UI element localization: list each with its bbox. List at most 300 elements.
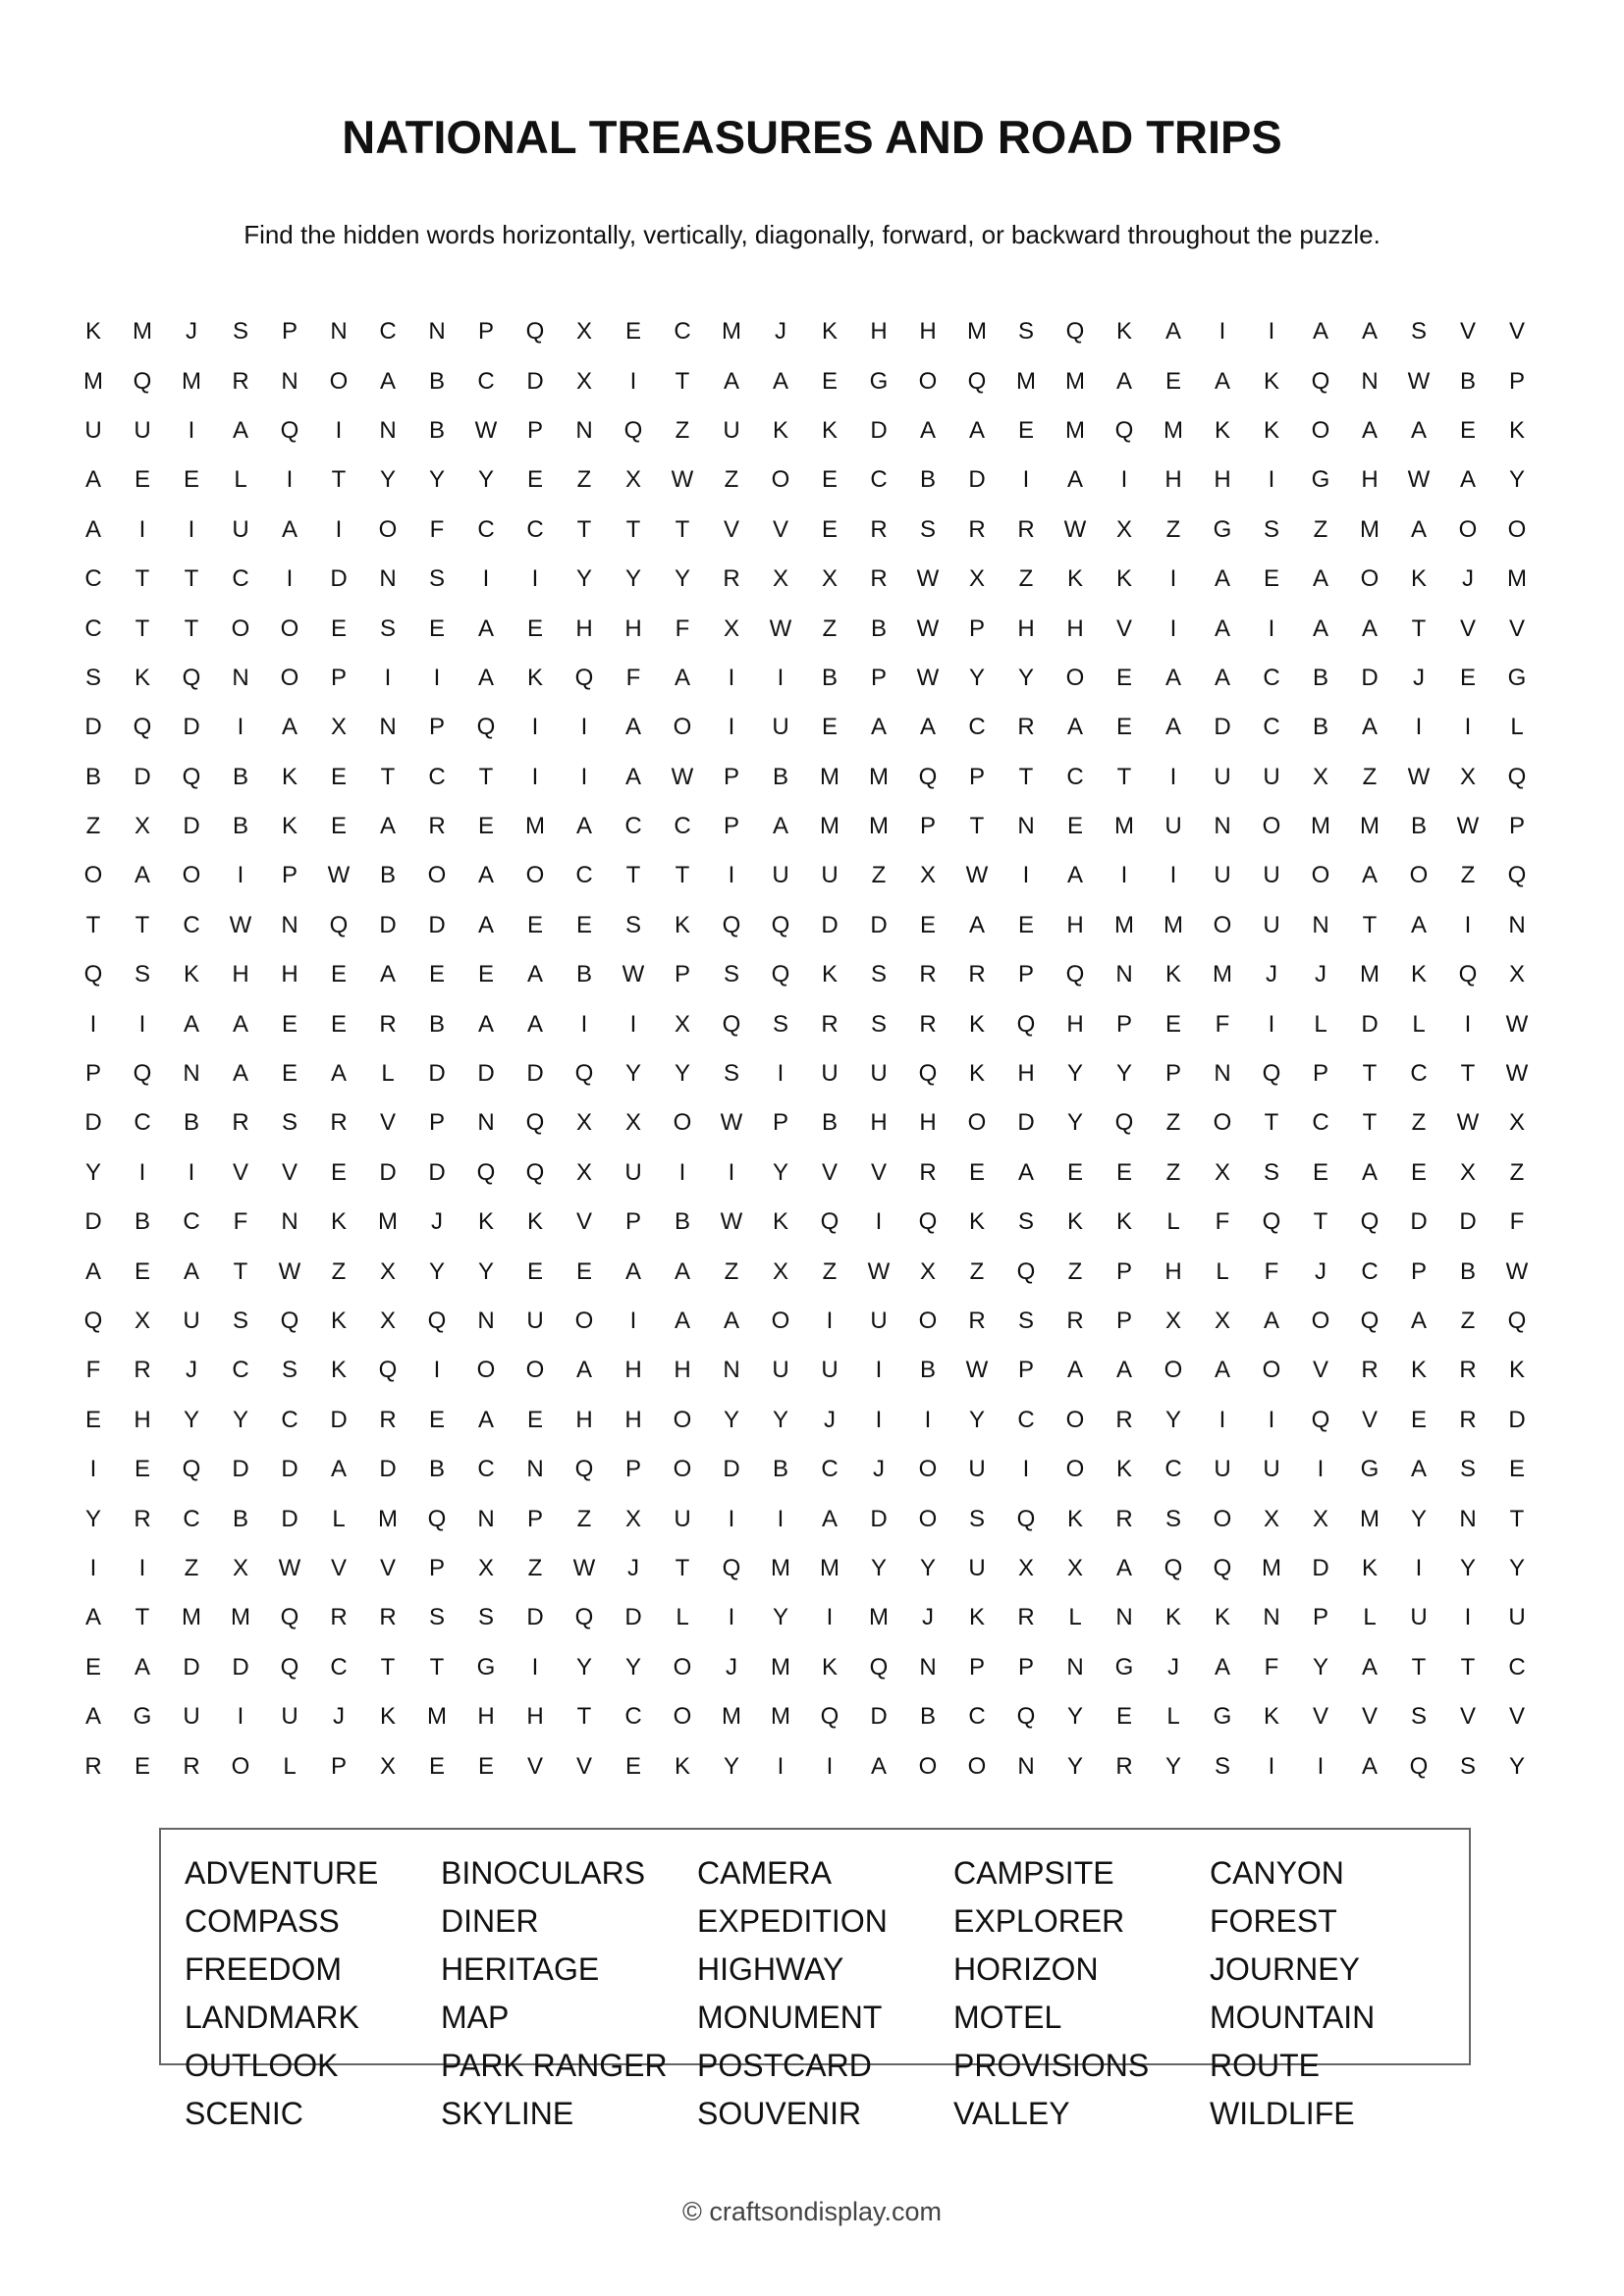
grid-letter: Y xyxy=(1066,1060,1083,1088)
grid-letter: Z xyxy=(822,614,838,642)
grid-letter: B xyxy=(183,1109,199,1137)
grid-letter: D xyxy=(870,416,888,444)
grid-letter: W xyxy=(1456,1109,1480,1137)
grid-letter: Q xyxy=(525,318,545,346)
grid-letter: I xyxy=(629,1010,637,1038)
grid-letter: E xyxy=(281,1010,298,1038)
grid-letter: T xyxy=(1018,763,1034,790)
grid-letter: Y xyxy=(84,1158,101,1186)
grid-letter: Q xyxy=(1016,1010,1036,1038)
grid-letter: P xyxy=(723,763,739,790)
grid-letter: A xyxy=(919,416,936,444)
grid-letter: Q xyxy=(918,763,938,790)
grid-letter: I xyxy=(138,1158,146,1186)
grid-letter: M xyxy=(1360,813,1380,840)
grid-letter: B xyxy=(1459,1257,1476,1285)
grid-letter: Q xyxy=(378,1357,398,1384)
grid-letter: K xyxy=(674,911,690,938)
grid-letter: A xyxy=(1410,911,1427,938)
grid-letter: Y xyxy=(674,565,690,593)
grid-letter: B xyxy=(575,961,592,988)
grid-letter: R xyxy=(870,515,888,543)
grid-letter: B xyxy=(428,416,445,444)
grid-letter: Z xyxy=(576,466,592,494)
word-list-item: FOREST xyxy=(1210,1903,1337,1939)
grid-letter: R xyxy=(968,961,986,988)
grid-letter: D xyxy=(232,1653,249,1681)
grid-letter: Y xyxy=(968,1406,985,1433)
grid-letter: E xyxy=(330,763,347,790)
grid-letter: E xyxy=(1017,911,1034,938)
grid-letter: Q xyxy=(280,416,299,444)
grid-letter: F xyxy=(1215,1208,1230,1236)
grid-letter: W xyxy=(916,664,940,691)
grid-letter: U xyxy=(1263,862,1280,889)
word-list-item: OUTLOOK xyxy=(185,2048,339,2083)
grid-letter: T xyxy=(429,1653,445,1681)
grid-letter: X xyxy=(1214,1308,1230,1334)
grid-letter: Q xyxy=(722,911,741,938)
grid-letter: R xyxy=(1017,1604,1035,1631)
grid-letter: E xyxy=(1508,1456,1525,1483)
grid-letter: E xyxy=(330,614,347,642)
grid-letter: E xyxy=(1164,1010,1181,1038)
grid-letter: Q xyxy=(1262,1060,1281,1088)
grid-letter: I xyxy=(433,664,441,691)
grid-letter: M xyxy=(1164,911,1183,938)
grid-letter: N xyxy=(379,565,397,593)
grid-letter: M xyxy=(83,367,103,395)
grid-letter: E xyxy=(1115,714,1132,741)
grid-letter: A xyxy=(281,515,298,543)
grid-letter: Q xyxy=(574,664,594,691)
grid-letter: D xyxy=(526,1604,544,1631)
grid-letter: R xyxy=(968,515,986,543)
grid-letter: H xyxy=(1066,911,1084,938)
grid-letter: R xyxy=(134,1505,151,1532)
grid-letter: A xyxy=(134,1653,150,1681)
grid-letter: S xyxy=(624,911,641,938)
grid-letter: P xyxy=(772,1109,788,1137)
grid-letter: Q xyxy=(918,1208,938,1236)
grid-letter: R xyxy=(232,367,249,395)
grid-letter: A xyxy=(330,1060,347,1088)
grid-letter: P xyxy=(84,1060,101,1088)
grid-letter: U xyxy=(870,1060,888,1088)
grid-letter: Y xyxy=(1164,1752,1181,1780)
grid-letter: G xyxy=(1213,1703,1232,1731)
grid-letter: I xyxy=(1268,614,1275,642)
grid-letter: Y xyxy=(183,1406,199,1433)
grid-letter: B xyxy=(870,614,887,642)
grid-letter: O xyxy=(918,367,938,395)
grid-letter: A xyxy=(1361,614,1378,642)
grid-letter: Q xyxy=(280,1604,299,1631)
grid-letter: Z xyxy=(724,466,739,494)
grid-letter: K xyxy=(968,1060,985,1088)
grid-letter: H xyxy=(526,1703,544,1731)
grid-letter: R xyxy=(1017,515,1035,543)
word-list-item: MOTEL xyxy=(953,2000,1062,2035)
grid-letter: V xyxy=(232,1158,248,1186)
grid-letter: M xyxy=(525,813,545,840)
grid-letter: F xyxy=(85,1357,101,1384)
grid-letter: M xyxy=(182,1604,201,1631)
grid-letter: D xyxy=(330,1406,348,1433)
grid-letter: O xyxy=(967,1752,987,1780)
grid-letter: D xyxy=(821,911,839,938)
grid-letter: A xyxy=(526,1010,543,1038)
grid-letter: Q xyxy=(771,911,790,938)
grid-letter: E xyxy=(1115,1158,1132,1186)
grid-letter: I xyxy=(924,1406,932,1433)
grid-letter: E xyxy=(1410,1406,1427,1433)
grid-letter: J xyxy=(1266,961,1277,988)
grid-letter: E xyxy=(1459,664,1476,691)
grid-letter: K xyxy=(379,1703,396,1731)
grid-letter: F xyxy=(1215,1010,1230,1038)
grid-letter: Y xyxy=(379,466,396,494)
grid-letter: C xyxy=(1263,664,1280,691)
grid-letter: A xyxy=(919,714,936,741)
grid-letter: Z xyxy=(1018,565,1034,593)
grid-letter: X xyxy=(575,1109,592,1137)
grid-letter: A xyxy=(968,416,985,444)
grid-letter: I xyxy=(1022,862,1030,889)
grid-letter: P xyxy=(526,416,543,444)
grid-letter: K xyxy=(330,1308,347,1334)
grid-letter: M xyxy=(771,1554,790,1581)
grid-letter: I xyxy=(1268,318,1275,346)
grid-letter: C xyxy=(1312,1109,1329,1137)
grid-letter: A xyxy=(477,1010,494,1038)
grid-letter: H xyxy=(919,1109,937,1137)
grid-letter: X xyxy=(624,1505,641,1532)
grid-letter: F xyxy=(675,614,690,642)
grid-letter: Q xyxy=(918,1060,938,1088)
grid-letter: M xyxy=(820,813,839,840)
grid-letter: U xyxy=(624,1158,642,1186)
grid-letter: E xyxy=(428,961,445,988)
grid-letter: I xyxy=(89,1456,97,1483)
grid-letter: T xyxy=(576,515,592,543)
grid-letter: I xyxy=(728,1604,735,1631)
grid-letter: D xyxy=(624,1604,642,1631)
grid-letter: I xyxy=(1317,1456,1325,1483)
grid-letter: E xyxy=(821,367,838,395)
grid-letter: D xyxy=(379,911,397,938)
grid-letter: Y xyxy=(772,1158,788,1186)
grid-letter: A xyxy=(1066,1357,1083,1384)
grid-letter: Q xyxy=(1016,1703,1036,1731)
grid-letter: Z xyxy=(1362,763,1378,790)
grid-letter: T xyxy=(1362,1109,1378,1137)
word-list-item: DINER xyxy=(441,1903,539,1939)
grid-letter: D xyxy=(1508,1406,1526,1433)
grid-letter: Q xyxy=(771,961,790,988)
grid-letter: A xyxy=(1115,367,1132,395)
grid-letter: E xyxy=(330,1010,347,1038)
grid-letter: Y xyxy=(477,1257,494,1285)
grid-letter: B xyxy=(232,813,248,840)
grid-letter: O xyxy=(673,1109,692,1137)
grid-letter: C xyxy=(330,1653,348,1681)
grid-letter: D xyxy=(723,1456,740,1483)
grid-letter: W xyxy=(965,862,989,889)
grid-letter: U xyxy=(134,416,151,444)
grid-letter: A xyxy=(821,1505,838,1532)
grid-letter: I xyxy=(629,1308,637,1334)
grid-letter: A xyxy=(1361,862,1378,889)
grid-letter: L xyxy=(283,1752,297,1780)
grid-letter: P xyxy=(968,614,985,642)
grid-letter: X xyxy=(674,1010,690,1038)
grid-letter: C xyxy=(232,565,249,593)
grid-letter: W xyxy=(278,1257,301,1285)
grid-letter: P xyxy=(1115,1308,1132,1334)
grid-letter: I xyxy=(1268,466,1275,494)
grid-letter: Q xyxy=(820,1703,839,1731)
grid-letter: E xyxy=(821,515,838,543)
grid-letter: V xyxy=(1459,614,1476,642)
grid-letter: A xyxy=(477,664,494,691)
grid-letter: P xyxy=(624,1456,641,1483)
grid-letter: V xyxy=(870,1158,887,1186)
grid-letter: C xyxy=(1361,1257,1379,1285)
grid-letter: M xyxy=(820,763,839,790)
grid-letter: I xyxy=(1268,1010,1275,1038)
grid-letter: N xyxy=(379,714,397,741)
grid-letter: Y xyxy=(477,466,494,494)
grid-letter: I xyxy=(1415,1554,1423,1581)
grid-letter: A xyxy=(477,862,494,889)
word-list-item: MAP xyxy=(441,2000,510,2035)
grid-letter: R xyxy=(1066,1308,1084,1334)
grid-letter: X xyxy=(772,565,788,593)
grid-letter: H xyxy=(624,1406,642,1433)
grid-letter: X xyxy=(330,714,347,741)
grid-letter: K xyxy=(330,1208,347,1236)
grid-letter: V xyxy=(821,1158,838,1186)
grid-letter: C xyxy=(84,565,102,593)
grid-letter: Q xyxy=(1507,1308,1527,1334)
grid-letter: A xyxy=(379,961,396,988)
word-list-item: EXPLORER xyxy=(953,1903,1125,1939)
grid-letter: I xyxy=(728,714,735,741)
grid-letter: R xyxy=(428,813,446,840)
grid-letter: V xyxy=(1459,1703,1476,1731)
grid-letter: S xyxy=(1263,515,1279,543)
grid-letter: P xyxy=(968,1653,985,1681)
grid-letter: X xyxy=(1312,763,1328,790)
grid-letter: T xyxy=(184,565,199,593)
grid-letter: I xyxy=(433,1357,441,1384)
word-list-item: CANYON xyxy=(1210,1855,1344,1891)
grid-letter: P xyxy=(1017,1653,1034,1681)
grid-letter: W xyxy=(1505,1010,1529,1038)
grid-letter: E xyxy=(281,1060,298,1088)
grid-letter: A xyxy=(870,714,887,741)
grid-letter: A xyxy=(1164,714,1181,741)
grid-letter: S xyxy=(919,515,936,543)
grid-letter: U xyxy=(1214,862,1231,889)
grid-letter: E xyxy=(477,1752,494,1780)
grid-letter: E xyxy=(1263,565,1279,593)
grid-letter: L xyxy=(332,1505,346,1532)
grid-letter: F xyxy=(1264,1257,1279,1285)
word-list-item: SCENIC xyxy=(185,2096,303,2131)
grid-letter: A xyxy=(1361,1653,1378,1681)
grid-letter: A xyxy=(624,714,641,741)
grid-letter: I xyxy=(1464,1010,1472,1038)
grid-letter: M xyxy=(1164,416,1183,444)
word-list-item: ROUTE xyxy=(1210,2048,1320,2083)
grid-letter: X xyxy=(1508,961,1525,988)
grid-letter: I xyxy=(237,1703,244,1731)
grid-letter: A xyxy=(232,1060,248,1088)
grid-letter: W xyxy=(572,1554,596,1581)
grid-letter: H xyxy=(870,1109,888,1137)
grid-letter: V xyxy=(1361,1703,1378,1731)
grid-letter: O xyxy=(1213,911,1232,938)
grid-letter: U xyxy=(84,416,102,444)
grid-letter: T xyxy=(478,763,494,790)
grid-letter: E xyxy=(575,911,592,938)
grid-letter: W xyxy=(1505,1060,1529,1088)
grid-letter: A xyxy=(1312,565,1328,593)
grid-letter: C xyxy=(821,1456,839,1483)
grid-letter: O xyxy=(771,1308,790,1334)
grid-letter: S xyxy=(772,1010,788,1038)
grid-letter: D xyxy=(281,1505,298,1532)
grid-letter: T xyxy=(135,1604,150,1631)
grid-letter: B xyxy=(1312,664,1328,691)
word-list-item: FREEDOM xyxy=(185,1951,342,1987)
grid-letter: Q xyxy=(1311,367,1330,395)
grid-letter: M xyxy=(182,367,201,395)
grid-letter: M xyxy=(427,1703,447,1731)
grid-letter: B xyxy=(379,862,396,889)
grid-letter: P xyxy=(1312,1060,1328,1088)
grid-letter: W xyxy=(671,466,694,494)
grid-letter: J xyxy=(1413,664,1425,691)
grid-letter: I xyxy=(580,1010,588,1038)
grid-letter: X xyxy=(968,565,985,593)
grid-letter: V xyxy=(1312,1703,1328,1731)
grid-letter: E xyxy=(84,1653,101,1681)
grid-letter: Y xyxy=(1312,1653,1328,1681)
grid-letter: I xyxy=(1317,1752,1325,1780)
grid-letter: Q xyxy=(525,1109,545,1137)
grid-letter: O xyxy=(918,1505,938,1532)
grid-letter: D xyxy=(232,1456,249,1483)
grid-letter: J xyxy=(1462,565,1474,593)
grid-letter: W xyxy=(1407,763,1431,790)
grid-letter: B xyxy=(428,1010,445,1038)
grid-letter: E xyxy=(428,1406,445,1433)
grid-letter: C xyxy=(1017,1406,1035,1433)
grid-letter: G xyxy=(133,1703,152,1731)
grid-letter: E xyxy=(134,466,150,494)
grid-letter: N xyxy=(919,1653,937,1681)
grid-letter: X xyxy=(1508,1109,1525,1137)
grid-letter: I xyxy=(1120,466,1128,494)
grid-letter: Y xyxy=(968,664,985,691)
word-list-item: CAMPSITE xyxy=(953,1855,1114,1891)
grid-letter: D xyxy=(526,1060,544,1088)
grid-letter: I xyxy=(629,367,637,395)
grid-letter: I xyxy=(531,714,539,741)
grid-letter: L xyxy=(1216,1257,1229,1285)
grid-letter: Q xyxy=(133,1060,152,1088)
grid-letter: L xyxy=(1166,1208,1180,1236)
grid-letter: I xyxy=(286,565,294,593)
grid-letter: Y xyxy=(1410,1505,1427,1532)
grid-letter: C xyxy=(1410,1060,1428,1088)
grid-letter: E xyxy=(134,1257,150,1285)
grid-letter: I xyxy=(777,1752,785,1780)
grid-letter: I xyxy=(1415,714,1423,741)
grid-letter: K xyxy=(1508,416,1525,444)
grid-letter: V xyxy=(575,1752,592,1780)
grid-letter: C xyxy=(674,318,691,346)
grid-letter: Y xyxy=(1508,1554,1525,1581)
grid-letter: T xyxy=(380,763,396,790)
grid-letter: T xyxy=(675,367,690,395)
grid-letter: Y xyxy=(674,1060,690,1088)
grid-letter: Q xyxy=(1360,1308,1380,1334)
grid-letter: M xyxy=(722,318,741,346)
grid-letter: E xyxy=(1410,1158,1427,1186)
grid-letter: X xyxy=(1459,763,1476,790)
grid-letter: T xyxy=(380,1653,396,1681)
grid-letter: A xyxy=(1214,614,1230,642)
grid-letter: E xyxy=(968,1158,985,1186)
grid-letter: N xyxy=(281,367,298,395)
grid-letter: D xyxy=(1017,1109,1035,1137)
grid-letter: S xyxy=(477,1604,494,1631)
word-list-item: COMPASS xyxy=(185,1903,340,1939)
grid-letter: C xyxy=(968,714,986,741)
grid-letter: I xyxy=(1120,862,1128,889)
grid-letter: H xyxy=(281,961,298,988)
grid-letter: H xyxy=(134,1406,151,1433)
grid-letter: Z xyxy=(1509,1158,1525,1186)
grid-letter: X xyxy=(379,1752,396,1780)
grid-letter: Y xyxy=(1164,1406,1181,1433)
grid-letter: S xyxy=(870,1010,887,1038)
grid-letter: A xyxy=(1361,714,1378,741)
grid-letter: Y xyxy=(624,1060,641,1088)
grid-letter: Q xyxy=(1311,1406,1330,1433)
grid-letter: Y xyxy=(772,1406,788,1433)
grid-letter: U xyxy=(821,862,839,889)
grid-letter: A xyxy=(772,367,788,395)
grid-letter: B xyxy=(428,367,445,395)
grid-letter: W xyxy=(474,416,498,444)
grid-letter: S xyxy=(281,1357,298,1384)
grid-letter: T xyxy=(675,1554,690,1581)
grid-letter: E xyxy=(624,1752,641,1780)
grid-letter: X xyxy=(1164,1308,1181,1334)
grid-letter: D xyxy=(1312,1554,1329,1581)
grid-letter: Y xyxy=(575,1653,592,1681)
grid-letter: S xyxy=(1017,318,1034,346)
grid-letter: Q xyxy=(574,1456,594,1483)
grid-letter: A xyxy=(1361,318,1378,346)
grid-letter: E xyxy=(134,1456,150,1483)
grid-letter: R xyxy=(1361,1357,1379,1384)
